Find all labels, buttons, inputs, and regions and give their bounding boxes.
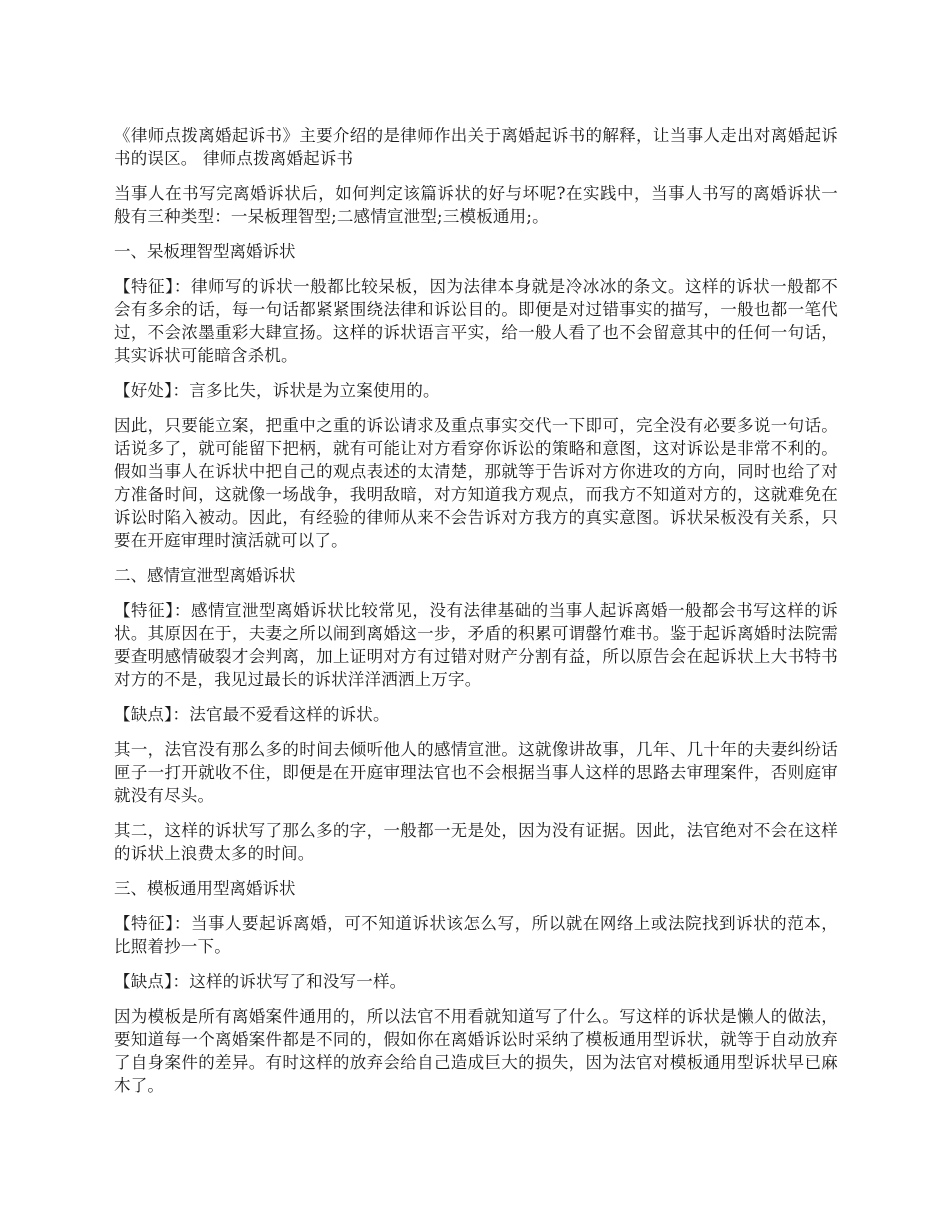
section3-explanation-paragraph: 因为模板是所有离婚案件通用的，所以法官不用看就知道写了什么。写这样的诉状是懒人的做法，要知道每一个离婚案件都是不同的，假如你在离婚诉讼时采纳了模板通用型诉状，就等于自动放弃了自身案件的差异。有时这样的放弃会给自己造成巨大的损失，因为法官对模板通用型诉状早已麻木了。 xyxy=(114,1007,838,1095)
section2-feature-label: 【特征】： xyxy=(114,601,191,620)
section3-heading: 三、模板通用型离婚诉状 xyxy=(114,879,296,898)
section3-drawback-paragraph xyxy=(114,970,838,993)
section3-feature-text: 当事人要起诉离婚，可不知道诉状该怎么写，所以就在网络上或法院找到诉状的范本，比照着抄一下。 xyxy=(114,914,838,956)
section3-feature-label: 【特征】： xyxy=(114,914,191,933)
section1-feature-label: 【特征】： xyxy=(114,277,191,296)
section1-feature-text: 律师写的诉状一般都比较呆板，因为法律本身就是冷冰冰的条文。这样的诉状一般都不会有多余的话，每一句话都紧紧围绕法律和诉讼目的。即便是对过错事实的描写，一般也都一笔代过，不会浓墨重彩大肆宣扬。这样的诉状语言平实，给一般人看了也不会留意其中的任何一句话，其实诉状可能暗含杀机。 xyxy=(114,277,838,365)
intro-paragraph: 《律师点拨离婚起诉书》主要介绍的是律师作出关于离婚起诉书的解释，让当事人走出对离婚起诉书的误区。 律师点拨离婚起诉书 xyxy=(114,126,838,168)
section2-drawback-paragraph xyxy=(114,703,838,726)
section2-point1-paragraph: 其一，法官没有那么多的时间去倾听他人的感情宣泄。这就像讲故事，几年、几十年的夫妻纠纷话匣子一打开就收不住，即便是在开庭审理法官也不会根据当事人这样的思路去审理案件，否则庭审就没有尽头。 xyxy=(114,740,838,805)
section2-drawback-label: 【缺点】： xyxy=(114,705,190,724)
section2-point2-paragraph: 其二，这样的诉状写了那么多的字，一般都一无是处，因为没有证据。因此，法官绝对不会在这样的诉状上浪费太多的时间。 xyxy=(114,821,838,863)
section1-heading: 一、呆板理智型离婚诉状 xyxy=(114,242,296,261)
section2-drawback-text: 法官最不爱看这样的诉状。 xyxy=(189,705,390,724)
section2-feature-text: 感情宣泄型离婚诉状比较常见，没有法律基础的当事人起诉离婚一般都会书写这样的诉状。其原因在于，夫妻之所以闹到离婚这一步，矛盾的积累可谓罄竹难书。鉴于起诉离婚时法院需要查明感情破裂才会判离，加上证明对方有过错对财产分割有益，所以原告会在起诉状上大书特书对方的不是，我见过最长的诉状洋洋洒洒上万字。 xyxy=(114,601,838,689)
document-page xyxy=(114,124,838,1109)
overview-paragraph: 当事人在书写完离婚诉状后，如何判定该篇诉状的好与坏呢?在实践中，当事人书写的离婚诉状一般有三种类型：一呆板理智型;二感情宣泄型;三模板通用;。 xyxy=(114,184,838,226)
section2-heading: 二、感情宣泄型离婚诉状 xyxy=(114,566,296,585)
section1-benefit-paragraph xyxy=(114,379,838,402)
section3-feature-paragraph xyxy=(114,912,838,958)
section1-benefit-label: 【好处】： xyxy=(114,381,190,400)
section1-benefit-text: 言多比失，诉状是为立案使用的。 xyxy=(189,381,440,400)
section2-feature-paragraph xyxy=(114,599,838,691)
section1-explanation-paragraph: 因此，只要能立案，把重中之重的诉讼请求及重点事实交代一下即可，完全没有必要多说一句话。话说多了，就可能留下把柄，就有可能让对方看穿你诉讼的策略和意图，这对诉讼是非常不利的。假如当事人在诉状中把自己的观点表述的太清楚，那就等于告诉对方你进攻的方向，同时也给了对方准备时间，这就像一场战争，我明敌暗，对方知道我方观点，而我方不知道对方的，这就难免在诉讼时陷入被动。因此，有经验的律师从来不会告诉对方我方的真实意图。诉状呆板没有关系，只要在开庭审理时演活就可以了。 xyxy=(114,416,838,550)
section3-drawback-label: 【缺点】： xyxy=(114,972,190,991)
section3-drawback-text: 这样的诉状写了和没写一样。 xyxy=(189,972,407,991)
section1-feature-paragraph xyxy=(114,275,838,367)
